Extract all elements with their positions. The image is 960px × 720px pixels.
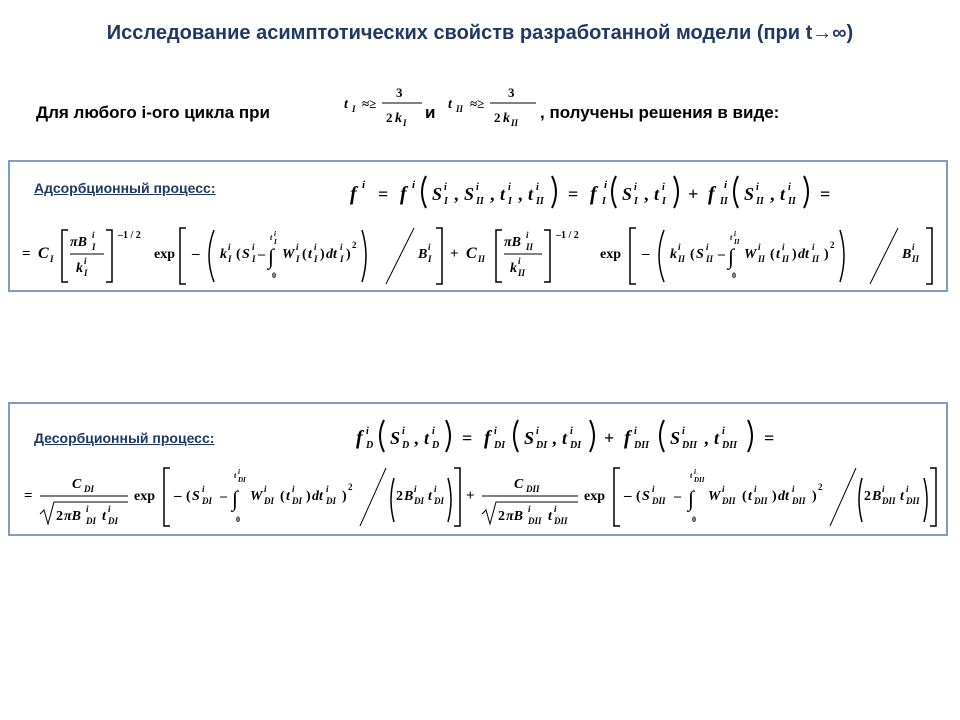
svg-text:,: , (490, 184, 495, 204)
svg-text:i: i (682, 426, 685, 437)
svg-text:B: B (404, 489, 414, 504)
svg-text:W: W (744, 247, 757, 262)
svg-text:i: i (432, 426, 435, 437)
svg-text:dt: dt (798, 247, 809, 262)
svg-text:2: 2 (498, 509, 505, 524)
svg-text:2: 2 (864, 489, 871, 504)
svg-text:i: i (652, 484, 655, 494)
svg-text:=: = (462, 428, 473, 448)
svg-text:=: = (378, 184, 389, 204)
svg-text:i: i (264, 484, 267, 494)
svg-text:): ) (812, 489, 817, 504)
svg-text:∫: ∫ (688, 486, 695, 511)
svg-text:DII: DII (722, 440, 738, 451)
svg-text:t: t (500, 184, 506, 204)
svg-text:k: k (510, 261, 517, 276)
svg-text:W: W (282, 247, 295, 262)
svg-text:W: W (708, 489, 721, 504)
svg-text:I: I (50, 254, 54, 264)
svg-text:i: i (428, 242, 431, 252)
svg-text:i: i (756, 182, 759, 193)
svg-text:C: C (72, 477, 82, 492)
svg-text:t: t (344, 97, 348, 112)
svg-text:+: + (450, 246, 459, 262)
svg-text:–: – (258, 247, 265, 262)
svg-text:S: S (524, 428, 535, 448)
svg-text:2: 2 (386, 110, 393, 125)
svg-text:i: i (476, 182, 479, 193)
svg-text:,: , (770, 184, 775, 204)
svg-text:I: I (403, 118, 407, 128)
svg-text:): ) (792, 247, 797, 262)
adsorption-box (8, 160, 948, 292)
svg-text:=: = (22, 246, 31, 262)
svg-text:i: i (754, 484, 757, 494)
svg-text:i: i (314, 242, 317, 252)
svg-text:I: I (252, 254, 256, 264)
svg-text:I: I (602, 196, 606, 207)
svg-text:i: i (722, 484, 725, 494)
svg-text:i: i (812, 242, 815, 252)
svg-text:i: i (508, 182, 511, 193)
svg-text:II: II (912, 254, 920, 264)
svg-text:D: D (366, 440, 374, 451)
svg-text:S: S (464, 184, 475, 204)
svg-text:DII: DII (526, 484, 540, 494)
svg-text:πB: πB (506, 509, 523, 524)
svg-text:–1 / 2: –1 / 2 (556, 230, 579, 241)
svg-text:S: S (192, 489, 200, 504)
svg-text:f: f (400, 183, 407, 205)
svg-text:k: k (76, 261, 83, 276)
svg-text:≈≥: ≈≥ (362, 96, 377, 111)
svg-text:i: i (518, 256, 521, 266)
svg-text:–: – (192, 246, 200, 262)
svg-text:): ) (346, 247, 351, 262)
svg-text:DI: DI (202, 496, 213, 506)
svg-text:(: ( (742, 489, 747, 504)
svg-text:t: t (424, 428, 430, 448)
svg-text:S: S (744, 184, 755, 204)
svg-text:i: i (604, 179, 608, 191)
svg-text:2: 2 (56, 509, 63, 524)
condition-prefix: Для любого i-ого цикла при (36, 103, 270, 122)
svg-text:0: 0 (692, 515, 696, 524)
svg-text:≈≥: ≈≥ (470, 96, 485, 111)
svg-text:t: t (234, 471, 237, 480)
svg-text:i: i (912, 242, 915, 252)
svg-text:t: t (748, 489, 752, 504)
svg-text:DII: DII (792, 496, 806, 506)
svg-text:=: = (820, 184, 831, 204)
svg-text:DII: DII (528, 516, 542, 526)
svg-text:i: i (554, 504, 557, 514)
svg-text:–: – (674, 489, 681, 504)
svg-text:–: – (624, 488, 632, 504)
svg-text:i: i (326, 484, 329, 494)
svg-text:DII: DII (682, 440, 698, 451)
svg-text:): ) (824, 247, 829, 262)
svg-text:t: t (102, 509, 106, 524)
svg-text:,: , (414, 428, 419, 448)
svg-text:i: i (792, 484, 795, 494)
svg-text:i: i (694, 468, 696, 476)
svg-text:dt: dt (778, 489, 789, 504)
svg-text:D: D (402, 440, 410, 451)
svg-text:exp: exp (154, 247, 175, 262)
svg-text:πB: πB (504, 235, 521, 250)
adsorption-formula-line2 (14, 224, 940, 286)
svg-text:=: = (764, 428, 775, 448)
svg-text:i: i (906, 484, 909, 494)
svg-text:i: i (366, 426, 369, 437)
svg-text:C: C (514, 477, 524, 492)
svg-text:(: ( (236, 247, 241, 262)
svg-text:II: II (678, 254, 686, 264)
svg-text:DI: DI (434, 496, 445, 506)
svg-text:t: t (548, 509, 552, 524)
svg-text:t: t (448, 97, 452, 112)
svg-text:i: i (494, 426, 497, 437)
svg-text:t: t (780, 184, 786, 204)
svg-text:i: i (678, 242, 681, 252)
svg-text:i: i (340, 242, 343, 252)
svg-text:DII: DII (882, 496, 896, 506)
svg-text:t: t (286, 489, 290, 504)
svg-text:i: i (412, 179, 416, 191)
svg-text:S: S (642, 489, 650, 504)
desorption-formula-line2 (16, 464, 942, 530)
svg-text:DI: DI (84, 484, 95, 494)
svg-text:S: S (390, 428, 401, 448)
svg-text:i: i (362, 179, 366, 191)
svg-text:i: i (434, 484, 437, 494)
svg-text:∫: ∫ (232, 486, 239, 511)
svg-text:I: I (352, 104, 356, 114)
svg-text:DI: DI (326, 496, 337, 506)
svg-text:II: II (526, 242, 534, 252)
svg-text:i: i (108, 504, 111, 514)
condition-conj: и (425, 103, 436, 122)
svg-text:I: I (340, 254, 344, 264)
desorption-label: Десорбционный процесс: (34, 430, 215, 446)
svg-text:=: = (24, 488, 33, 504)
svg-text:2: 2 (818, 482, 823, 492)
svg-text:+: + (604, 428, 615, 448)
svg-text:k: k (220, 247, 227, 262)
svg-text:i: i (782, 242, 785, 252)
svg-text:πB: πB (70, 235, 87, 250)
svg-text:t: t (270, 233, 273, 242)
svg-text:i: i (202, 484, 205, 494)
svg-text:∫: ∫ (728, 244, 735, 269)
svg-text:II: II (511, 118, 519, 128)
svg-text:S: S (670, 428, 681, 448)
svg-text:): ) (772, 489, 777, 504)
svg-text:–: – (220, 489, 227, 504)
svg-text:DI: DI (292, 496, 303, 506)
svg-text:i: i (662, 182, 665, 193)
svg-text:,: , (704, 428, 709, 448)
svg-text:i: i (570, 426, 573, 437)
svg-text:,: , (518, 184, 523, 204)
svg-text:I: I (662, 196, 666, 207)
svg-text:II: II (758, 254, 766, 264)
svg-text:t: t (714, 428, 720, 448)
svg-text:DII: DII (722, 496, 736, 506)
svg-text:2: 2 (352, 240, 357, 250)
svg-text:t: t (528, 184, 534, 204)
svg-text:(: ( (770, 247, 775, 262)
svg-text:t: t (776, 247, 780, 262)
svg-text:3: 3 (508, 85, 515, 100)
svg-text:): ) (306, 489, 311, 504)
svg-text:(: ( (280, 489, 285, 504)
svg-text:i: i (292, 484, 295, 494)
svg-text:2: 2 (494, 110, 501, 125)
desorption-box (8, 402, 948, 536)
svg-text:II: II (720, 196, 728, 207)
svg-text:S: S (242, 247, 250, 262)
condition-formula-2 (440, 82, 538, 134)
svg-text:t: t (308, 247, 312, 262)
svg-text:(: ( (302, 247, 307, 262)
svg-text:II: II (518, 268, 526, 278)
svg-text:f: f (484, 427, 491, 449)
svg-text:i: i (536, 182, 539, 193)
svg-text:B: B (872, 489, 882, 504)
svg-text:DII: DII (694, 476, 705, 484)
svg-text:I: I (444, 196, 448, 207)
svg-text:0: 0 (272, 271, 276, 280)
svg-text:2: 2 (396, 489, 403, 504)
svg-text:i: i (238, 468, 240, 476)
svg-text:DII: DII (754, 496, 768, 506)
svg-text:f: f (708, 183, 715, 205)
adsorption-label: Адсорбционный процесс: (34, 180, 216, 196)
svg-text:DI: DI (264, 496, 275, 506)
svg-text:(: ( (636, 489, 641, 504)
svg-text:,: , (454, 184, 459, 204)
svg-text:i: i (402, 426, 405, 437)
svg-text:2: 2 (830, 240, 835, 250)
svg-text:i: i (634, 182, 637, 193)
svg-text:(: ( (186, 489, 191, 504)
svg-text:DII: DII (652, 496, 666, 506)
svg-text:i: i (722, 426, 725, 437)
svg-text:i: i (634, 426, 637, 437)
svg-text:I: I (314, 254, 318, 264)
svg-text:I: I (84, 268, 88, 278)
svg-text:II: II (476, 196, 484, 207)
svg-text:3: 3 (396, 85, 403, 100)
svg-text:II: II (706, 254, 714, 264)
svg-text:f: f (590, 183, 597, 205)
svg-text:i: i (758, 242, 761, 252)
svg-text:i: i (86, 504, 89, 514)
svg-text:II: II (756, 196, 764, 207)
svg-text:I: I (428, 254, 432, 264)
svg-text:DI: DI (570, 440, 582, 451)
svg-text:DII: DII (554, 516, 568, 526)
svg-text:DI: DI (238, 476, 246, 484)
svg-text:i: i (788, 182, 791, 193)
svg-text:I: I (274, 238, 277, 246)
svg-text:DI: DI (494, 440, 506, 451)
svg-text:k: k (670, 247, 677, 262)
svg-text:–: – (174, 488, 182, 504)
svg-text:DI: DI (86, 516, 97, 526)
svg-text:t: t (730, 233, 733, 242)
svg-text:): ) (320, 247, 325, 262)
svg-text:t: t (690, 471, 693, 480)
adsorption-formula-line1 (340, 168, 900, 212)
svg-text:I: I (228, 254, 232, 264)
svg-text:–1 / 2: –1 / 2 (118, 230, 141, 241)
svg-text:0: 0 (236, 515, 240, 524)
svg-text:i: i (92, 230, 95, 240)
svg-text:I: I (296, 254, 300, 264)
svg-text:∫: ∫ (268, 244, 275, 269)
svg-text:dt: dt (312, 489, 323, 504)
svg-text:exp: exp (134, 489, 155, 504)
svg-text:0: 0 (732, 271, 736, 280)
svg-text:DII: DII (906, 496, 920, 506)
svg-text:i: i (526, 230, 529, 240)
svg-text:S: S (432, 184, 443, 204)
desorption-formula-line1 (346, 412, 876, 456)
svg-text:i: i (84, 256, 87, 266)
svg-text:+: + (688, 184, 699, 204)
svg-text:–: – (642, 246, 650, 262)
svg-text:t: t (900, 489, 904, 504)
svg-text:2: 2 (348, 482, 353, 492)
condition-formula-1 (332, 82, 424, 134)
svg-text:i: i (296, 242, 299, 252)
svg-text:–: – (718, 247, 725, 262)
svg-text:exp: exp (600, 247, 621, 262)
condition-suffix: , получены решения в виде: (540, 103, 780, 122)
svg-text:II: II (536, 196, 544, 207)
svg-text:=: = (568, 184, 579, 204)
svg-text:dt: dt (326, 247, 337, 262)
svg-text:C: C (466, 245, 477, 262)
slide-title: Исследование асимптотических свойств разработанной модели (при t→∞) (106, 22, 854, 44)
svg-text:I: I (508, 196, 512, 207)
svg-text:II: II (782, 254, 790, 264)
svg-text:,: , (552, 428, 557, 448)
svg-text:t: t (562, 428, 568, 448)
svg-text:i: i (536, 426, 539, 437)
svg-text:i: i (414, 484, 417, 494)
svg-text:II: II (734, 238, 740, 246)
svg-text:): ) (342, 489, 347, 504)
svg-text:f: f (624, 427, 631, 449)
svg-text:W: W (250, 489, 263, 504)
svg-text:i: i (228, 242, 231, 252)
svg-text:i: i (724, 179, 728, 191)
svg-text:II: II (478, 254, 486, 264)
svg-text:(: ( (690, 247, 695, 262)
svg-text:i: i (274, 230, 276, 238)
svg-text:II: II (456, 104, 464, 114)
svg-text:i: i (882, 484, 885, 494)
svg-text:I: I (634, 196, 638, 207)
svg-text:f: f (356, 427, 363, 449)
svg-text:I: I (92, 242, 96, 252)
svg-text:i: i (252, 242, 255, 252)
svg-text:t: t (654, 184, 660, 204)
svg-text:i: i (734, 230, 736, 238)
svg-text:i: i (528, 504, 531, 514)
svg-text:DI: DI (108, 516, 119, 526)
svg-text:k: k (395, 111, 402, 126)
svg-text:i: i (444, 182, 447, 193)
svg-text:II: II (812, 254, 820, 264)
svg-text:B: B (902, 247, 912, 262)
svg-text:B: B (418, 247, 428, 262)
svg-text:D: D (432, 440, 440, 451)
svg-text:,: , (644, 184, 649, 204)
svg-text:S: S (696, 247, 704, 262)
svg-text:πB: πB (64, 509, 81, 524)
svg-text:S: S (622, 184, 633, 204)
svg-text:t: t (428, 489, 432, 504)
svg-text:exp: exp (584, 489, 605, 504)
svg-text:DI: DI (536, 440, 548, 451)
svg-text:+: + (466, 488, 475, 504)
svg-text:k: k (503, 111, 510, 126)
svg-text:II: II (788, 196, 796, 207)
svg-text:DI: DI (414, 496, 425, 506)
svg-text:C: C (38, 245, 49, 262)
svg-text:DII: DII (634, 440, 650, 451)
svg-text:i: i (706, 242, 709, 252)
svg-text:f: f (350, 183, 357, 205)
